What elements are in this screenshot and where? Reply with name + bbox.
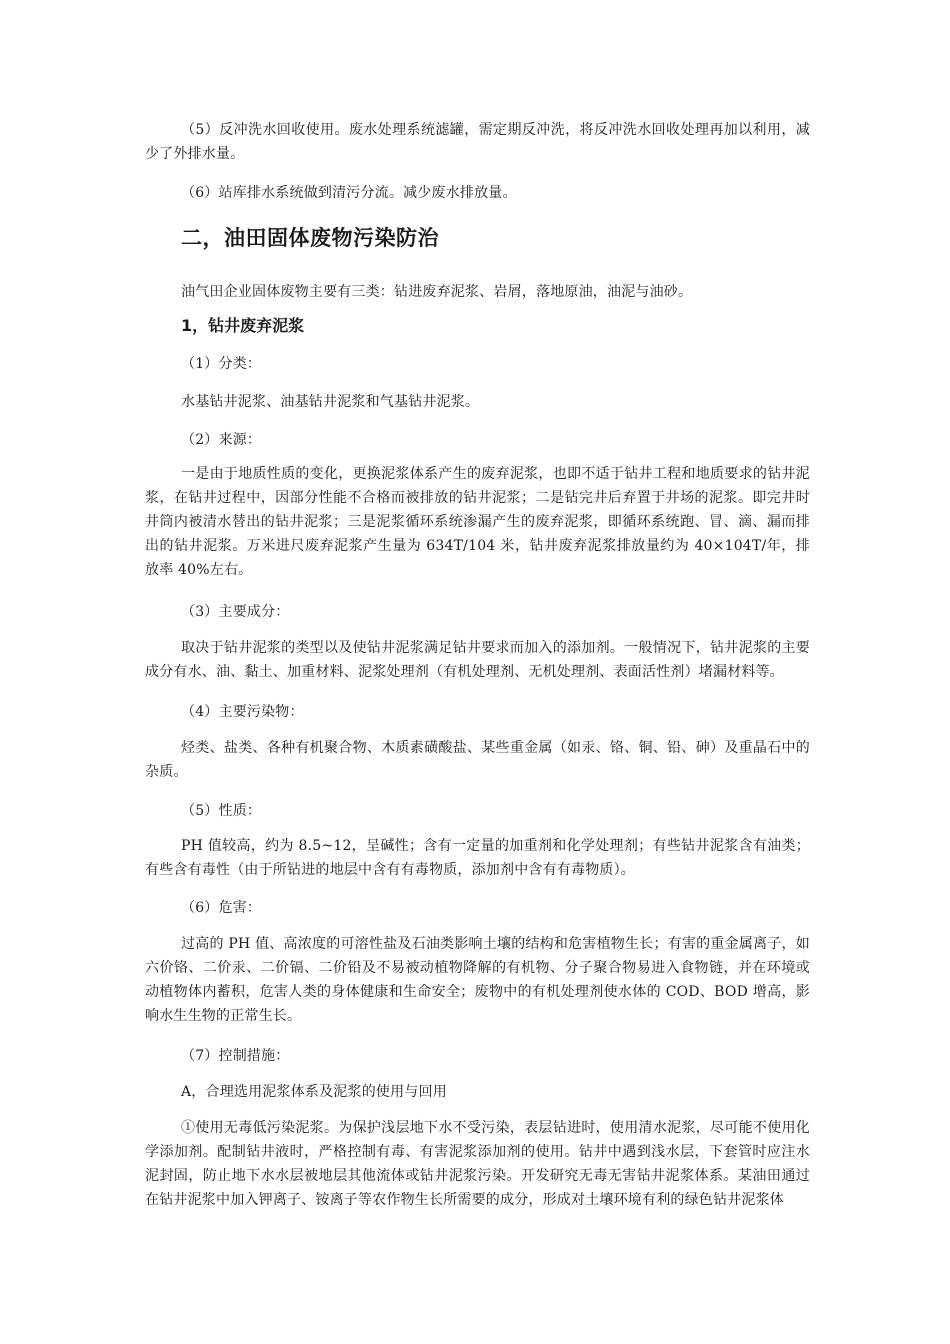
text-measure-a: A，合理选用泥浆体系及泥浆的使用与回用	[181, 1084, 447, 1100]
label-classification: （1）分类：	[181, 356, 262, 372]
label-pollutants: （4）主要污染物：	[181, 704, 304, 720]
paragraph-backwash: （5）反冲洗水回收使用。废水处理系统滤罐，需定期反冲洗，将反冲洗水回收处理再加以利用，减少了外排水量。	[145, 122, 810, 162]
subsection-heading-drilling-mud	[181, 313, 304, 339]
label-source: （2）来源：	[181, 432, 262, 448]
label-composition: （3）主要成分：	[181, 604, 290, 620]
label-properties: （5）性质：	[181, 803, 262, 819]
text-classification: 水基钻井泥浆、油基钻井泥浆和气基钻井泥浆。	[181, 394, 480, 410]
paragraph-drainage: （6）站库排水系统做到清污分流。减少废水排放量。	[181, 185, 517, 201]
paragraph-intro: 油气田企业固体废物主要有三类：钻进废弃泥浆、岩屑，落地原油，油泥与油砂。	[181, 284, 693, 300]
text-hazards: 过高的 PH 值、高浓度的可溶性盐及石油类影响土壤的结构和危害植物生长；有害的重金属离子，如六价铬、二价汞、二价镉、二价铅及不易被动植物降解的有机物、分子聚合物易进入食物链，并在环境或动植物体内蓄积，危害人类的身体健康和生命安全；废物中的有机处理剂使水体的 COD、BOD 增高，影响水生生物的正常生长。	[145, 936, 810, 1024]
subsection-title: ，钻井废弃泥浆	[192, 316, 305, 335]
text-composition: 取决于钻井泥浆的类型以及使钻井泥浆满足钻井要求而加入的添加剂。一般情况下，钻井泥浆的主要成分有水、油、黏土、加重材料、泥浆处理剂（有机处理剂、无机处理剂、表面活性剂）堵漏材料等。	[145, 640, 810, 680]
text-measure-a1: ①使用无毒低污染泥浆。为保护浅层地下水不受污染，表层钻进时，使用清水泥浆，尽可能不使用化学添加剂。配制钻井液时，严格控制有毒、有害泥浆添加剂的使用。钻井中遇到浅水层，下套管时应注水泥封固，防止地下水水层被地层其他流体或钻井泥浆污染。开发研究无毒无害钻井泥浆体系。某油田通过在钻井泥浆中加入钾离子、铵离子等农作物生长所需要的成分，形成对土壤环境有利的绿色钻井泥浆体	[145, 1120, 810, 1208]
label-control-measures: （7）控制措施：	[181, 1048, 290, 1064]
section-heading-solid-waste: 二，油田固体废物污染防治	[181, 225, 439, 250]
text-source: 一是由于地质性质的变化，更换泥浆体系产生的废弃泥浆，也即不适于钻井工程和地质要求的钻井泥浆，在钻井过程中，因部分性能不合格而被排放的钻井泥浆；二是钻完井后弃置于井场的泥浆。即完井时井筒内被清水替出的钻井泥浆；三是泥浆循环系统渗漏产生的废弃泥浆，即循环系统跑、冒、滴、漏而排出的钻井泥浆。万米进尺废弃泥浆产生量为 634T/104 米，钻井废弃泥浆排放量约为 40×104T/年，排放率 40%左右。	[145, 466, 810, 578]
text-properties: PH 值较高，约为 8.5~12，呈碱性；含有一定量的加重剂和化学处理剂；有些钻井泥浆含有油类；有些含有毒性（由于所钻进的地层中含有有毒物质，添加剂中含有有毒物质）。	[145, 838, 810, 878]
label-hazards: （6）危害：	[181, 900, 262, 916]
text-pollutants: 烃类、盐类、各种有机聚合物、木质素磺酸盐、某些重金属（如汞、铬、铜、铅、砷）及重晶石中的杂质。	[145, 740, 810, 780]
subsection-number: 1	[181, 316, 193, 335]
